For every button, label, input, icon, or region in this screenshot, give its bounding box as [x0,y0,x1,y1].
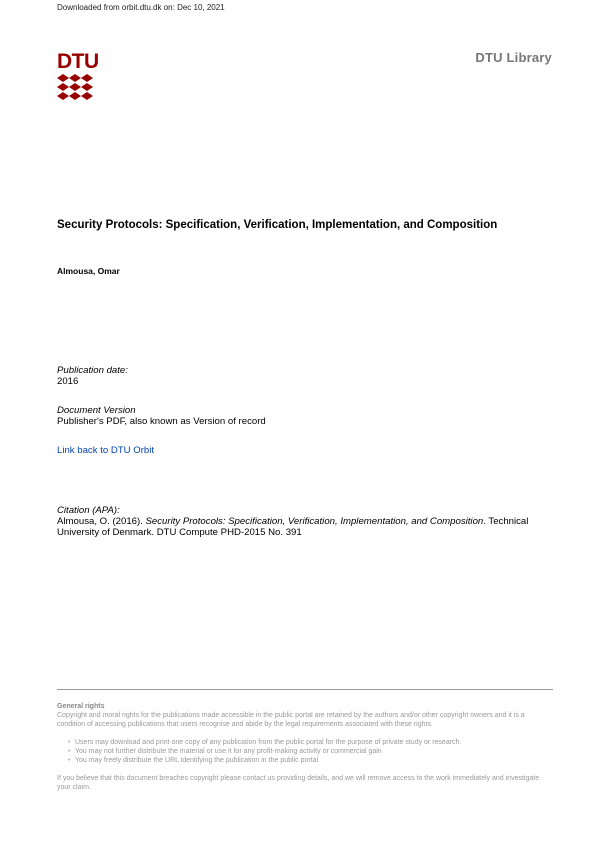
author: Almousa, Omar [57,266,120,276]
publication-title: Security Protocols: Specification, Verification, Implementation, and Composition [57,219,498,231]
citation-title: Security Protocols: Specification, Verification, Implementation, and Composition [145,516,484,527]
link-back-to-dtu-orbit[interactable]: Link back to DTU Orbit [57,445,155,456]
citation-block [57,505,553,538]
rights-divider [57,689,553,690]
general-rights-closing: If you believe that this document breaches copyright please contact us providing details, and we will remove access to the work immediately and investigate your claim. [57,775,540,791]
dtu-logo [57,50,99,107]
dtu-logo-text: DTU [57,50,99,73]
general-rights-title: General rights [57,703,105,710]
citation-suffix: . Technical University of Denmark. DTU Compute PHD-2015 No. 391 [57,516,529,538]
document-version-block [57,405,266,427]
citation-prefix: Almousa, O. (2016). [57,516,146,527]
publication-date-block [57,365,128,387]
citation-text [57,516,553,538]
rights-bullet-list [57,738,553,765]
download-note: Downloaded from orbit.dtu.dk on: Dec 10, 2021 [57,3,225,12]
document-version-value: Publisher's PDF, also known as Version of record [57,416,266,427]
list-item: • Users may download and print one copy of any publication from the public portal for the purpose of private study or research. [75,738,553,747]
publication-date-value: 2016 [57,376,79,387]
general-rights-intro: Copyright and moral rights for the publications made accessible in the public portal are retained by the authors and/or other copyright owners and it is a condition of accessing publications that users recognise and abide by the legal requirements associated with these rights. [57,712,525,728]
general-rights [57,702,553,792]
list-item: • You may not further distribute the material or use it for any profit-making activity or commercial gain [75,747,553,756]
list-item: • You may freely distribute the URL identifying the publication in the public portal [75,756,553,765]
dtu-library-label: DTU Library [475,50,552,65]
document-version-label: Document Version [57,405,136,416]
publication-date-label: Publication date: [57,365,128,376]
dtu-logo-mark-icon [57,72,93,102]
citation-label: Citation (APA): [57,505,120,516]
